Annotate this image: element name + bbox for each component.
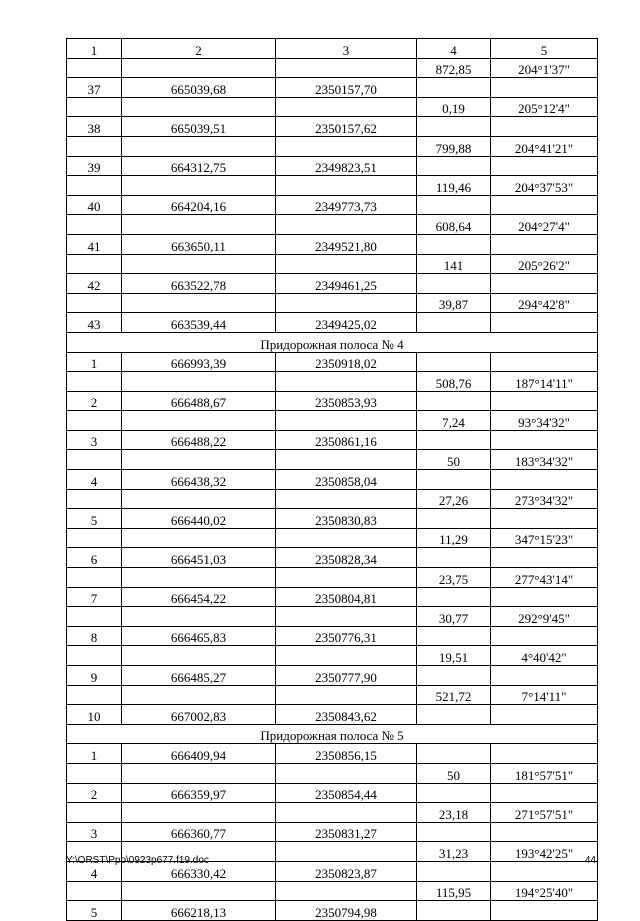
point-row xyxy=(67,548,598,568)
point-row xyxy=(67,470,598,490)
point-number: 40 xyxy=(67,195,122,215)
empty-cell xyxy=(67,136,122,156)
coord-y: 2350157,62 xyxy=(276,117,417,137)
empty-cell xyxy=(122,803,276,823)
empty-cell xyxy=(122,372,276,392)
empty-cell xyxy=(276,450,417,470)
empty-cell xyxy=(417,861,491,881)
point-number: 6 xyxy=(67,548,122,568)
empty-cell xyxy=(122,607,276,627)
point-row xyxy=(67,587,598,607)
empty-cell xyxy=(276,646,417,666)
empty-cell xyxy=(276,215,417,235)
segment-row xyxy=(67,293,598,313)
coord-x: 666409,94 xyxy=(122,744,276,764)
direction-angle: 194°25'40" xyxy=(491,881,598,901)
empty-cell xyxy=(276,842,417,862)
empty-cell xyxy=(67,450,122,470)
header-cell: 5 xyxy=(491,39,598,59)
direction-angle: 204°1'37" xyxy=(491,58,598,78)
empty-cell xyxy=(417,156,491,176)
segment-length: 11,29 xyxy=(417,528,491,548)
coord-x: 666360,77 xyxy=(122,822,276,842)
empty-cell xyxy=(417,352,491,372)
empty-cell xyxy=(491,861,598,881)
segment-length: 30,77 xyxy=(417,607,491,627)
empty-cell xyxy=(276,411,417,431)
segment-length: 39,87 xyxy=(417,293,491,313)
point-number: 7 xyxy=(67,587,122,607)
point-row xyxy=(67,313,598,333)
coord-y: 2350794,98 xyxy=(276,901,417,921)
empty-cell xyxy=(491,509,598,529)
coord-x: 666485,27 xyxy=(122,666,276,686)
point-row xyxy=(67,234,598,254)
empty-cell xyxy=(276,254,417,274)
coord-y: 2349521,80 xyxy=(276,234,417,254)
coord-y: 2350843,62 xyxy=(276,705,417,725)
empty-cell xyxy=(417,548,491,568)
coord-y: 2350854,44 xyxy=(276,783,417,803)
point-number: 1 xyxy=(67,744,122,764)
direction-angle: 294°42'8" xyxy=(491,293,598,313)
empty-cell xyxy=(122,763,276,783)
point-row xyxy=(67,626,598,646)
point-number: 5 xyxy=(67,509,122,529)
direction-angle: 204°37'53" xyxy=(491,176,598,196)
point-number: 37 xyxy=(67,78,122,98)
coord-y: 2350830,83 xyxy=(276,509,417,529)
segment-row xyxy=(67,528,598,548)
empty-cell xyxy=(276,763,417,783)
coord-x: 665039,51 xyxy=(122,117,276,137)
empty-cell xyxy=(417,234,491,254)
coord-x: 666993,39 xyxy=(122,352,276,372)
point-number: 2 xyxy=(67,391,122,411)
coord-y: 2349773,73 xyxy=(276,195,417,215)
coordinates-table xyxy=(66,38,598,921)
point-number: 5 xyxy=(67,901,122,921)
empty-cell xyxy=(491,156,598,176)
segment-length: 521,72 xyxy=(417,685,491,705)
header-row xyxy=(67,39,598,59)
table-body xyxy=(67,58,598,920)
direction-angle: 292°9'45" xyxy=(491,607,598,627)
empty-cell xyxy=(67,411,122,431)
empty-cell xyxy=(417,822,491,842)
header-cell: 4 xyxy=(417,39,491,59)
point-row xyxy=(67,156,598,176)
empty-cell xyxy=(417,705,491,725)
empty-cell xyxy=(276,568,417,588)
empty-cell xyxy=(417,666,491,686)
empty-cell xyxy=(276,803,417,823)
segment-length: 872,85 xyxy=(417,58,491,78)
empty-cell xyxy=(67,685,122,705)
empty-cell xyxy=(491,234,598,254)
point-row xyxy=(67,352,598,372)
empty-cell xyxy=(67,254,122,274)
point-number: 41 xyxy=(67,234,122,254)
empty-cell xyxy=(122,568,276,588)
coord-x: 663650,11 xyxy=(122,234,276,254)
empty-cell xyxy=(417,195,491,215)
empty-cell xyxy=(491,587,598,607)
empty-cell xyxy=(417,470,491,490)
point-number: 39 xyxy=(67,156,122,176)
empty-cell xyxy=(491,313,598,333)
section-title: Придорожная полоса № 4 xyxy=(67,332,598,352)
point-number: 10 xyxy=(67,705,122,725)
segment-length: 7,24 xyxy=(417,411,491,431)
point-row xyxy=(67,744,598,764)
coord-x: 666330,42 xyxy=(122,861,276,881)
empty-cell xyxy=(491,78,598,98)
point-row xyxy=(67,783,598,803)
empty-cell xyxy=(491,391,598,411)
segment-length: 23,75 xyxy=(417,568,491,588)
point-number: 8 xyxy=(67,626,122,646)
header-cell: 2 xyxy=(122,39,276,59)
segment-length: 115,95 xyxy=(417,881,491,901)
coord-x: 666438,32 xyxy=(122,470,276,490)
empty-cell xyxy=(67,58,122,78)
section-row xyxy=(67,724,598,744)
empty-cell xyxy=(276,58,417,78)
coord-y: 2350828,34 xyxy=(276,548,417,568)
coord-x: 666488,22 xyxy=(122,430,276,450)
segment-row xyxy=(67,881,598,901)
segment-row xyxy=(67,254,598,274)
empty-cell xyxy=(122,685,276,705)
empty-cell xyxy=(491,470,598,490)
empty-cell xyxy=(491,783,598,803)
point-number: 3 xyxy=(67,430,122,450)
segment-length: 0,19 xyxy=(417,97,491,117)
point-row xyxy=(67,78,598,98)
empty-cell xyxy=(417,78,491,98)
segment-row xyxy=(67,489,598,509)
direction-angle: 204°27'4" xyxy=(491,215,598,235)
coord-x: 666440,02 xyxy=(122,509,276,529)
point-row xyxy=(67,822,598,842)
coord-x: 666454,22 xyxy=(122,587,276,607)
empty-cell xyxy=(67,489,122,509)
empty-cell xyxy=(417,626,491,646)
empty-cell xyxy=(122,489,276,509)
segment-length: 141 xyxy=(417,254,491,274)
coord-y: 2350831,27 xyxy=(276,822,417,842)
coord-x: 666218,13 xyxy=(122,901,276,921)
empty-cell xyxy=(417,430,491,450)
point-row xyxy=(67,391,598,411)
segment-row xyxy=(67,763,598,783)
coord-x: 663522,78 xyxy=(122,274,276,294)
segment-length: 27,26 xyxy=(417,489,491,509)
point-row xyxy=(67,509,598,529)
segment-length: 50 xyxy=(417,450,491,470)
empty-cell xyxy=(122,450,276,470)
direction-angle: 347°15'23" xyxy=(491,528,598,548)
empty-cell xyxy=(491,705,598,725)
empty-cell xyxy=(67,763,122,783)
empty-cell xyxy=(491,666,598,686)
coord-x: 666465,83 xyxy=(122,626,276,646)
empty-cell xyxy=(417,509,491,529)
empty-cell xyxy=(122,411,276,431)
segment-row xyxy=(67,803,598,823)
empty-cell xyxy=(122,881,276,901)
segment-row xyxy=(67,646,598,666)
segment-length: 608,64 xyxy=(417,215,491,235)
point-row xyxy=(67,901,598,921)
empty-cell xyxy=(67,803,122,823)
segment-length: 23,18 xyxy=(417,803,491,823)
point-row xyxy=(67,195,598,215)
coord-y: 2350804,81 xyxy=(276,587,417,607)
point-number: 1 xyxy=(67,352,122,372)
empty-cell xyxy=(417,391,491,411)
coord-y: 2350777,90 xyxy=(276,666,417,686)
coord-y: 2350853,93 xyxy=(276,391,417,411)
empty-cell xyxy=(122,528,276,548)
coord-x: 664204,16 xyxy=(122,195,276,215)
segment-length: 31,23 xyxy=(417,842,491,862)
direction-angle: 204°41'21" xyxy=(491,136,598,156)
segment-row xyxy=(67,215,598,235)
empty-cell xyxy=(276,176,417,196)
coord-x: 663539,44 xyxy=(122,313,276,333)
empty-cell xyxy=(67,646,122,666)
direction-angle: 187°14'11" xyxy=(491,372,598,392)
empty-cell xyxy=(122,646,276,666)
coord-x: 665039,68 xyxy=(122,78,276,98)
empty-cell xyxy=(491,626,598,646)
empty-cell xyxy=(276,136,417,156)
point-row xyxy=(67,117,598,137)
direction-angle: 277°43'14" xyxy=(491,568,598,588)
empty-cell xyxy=(417,744,491,764)
empty-cell xyxy=(276,685,417,705)
point-number: 42 xyxy=(67,274,122,294)
empty-cell xyxy=(67,881,122,901)
empty-cell xyxy=(417,783,491,803)
coord-y: 2350861,16 xyxy=(276,430,417,450)
segment-row xyxy=(67,685,598,705)
coord-x: 666451,03 xyxy=(122,548,276,568)
empty-cell xyxy=(67,372,122,392)
coord-x: 664312,75 xyxy=(122,156,276,176)
point-row xyxy=(67,430,598,450)
segment-length: 50 xyxy=(417,763,491,783)
section-row xyxy=(67,332,598,352)
coord-x: 667002,83 xyxy=(122,705,276,725)
empty-cell xyxy=(491,901,598,921)
point-number: 3 xyxy=(67,822,122,842)
empty-cell xyxy=(122,97,276,117)
empty-cell xyxy=(417,117,491,137)
empty-cell xyxy=(276,293,417,313)
empty-cell xyxy=(491,352,598,372)
empty-cell xyxy=(122,136,276,156)
coord-y: 2350856,15 xyxy=(276,744,417,764)
direction-angle: 181°57'51" xyxy=(491,763,598,783)
direction-angle: 7°14'11" xyxy=(491,685,598,705)
empty-cell xyxy=(67,568,122,588)
empty-cell xyxy=(491,430,598,450)
point-number: 4 xyxy=(67,470,122,490)
empty-cell xyxy=(491,274,598,294)
section-title: Придорожная полоса № 5 xyxy=(67,724,598,744)
empty-cell xyxy=(491,744,598,764)
coord-y: 2350776,31 xyxy=(276,626,417,646)
segment-row xyxy=(67,58,598,78)
empty-cell xyxy=(67,215,122,235)
empty-cell xyxy=(276,881,417,901)
empty-cell xyxy=(417,587,491,607)
empty-cell xyxy=(491,548,598,568)
segment-row xyxy=(67,607,598,627)
empty-cell xyxy=(276,489,417,509)
point-number: 38 xyxy=(67,117,122,137)
coord-y: 2350918,02 xyxy=(276,352,417,372)
direction-angle: 273°34'32" xyxy=(491,489,598,509)
empty-cell xyxy=(276,372,417,392)
empty-cell xyxy=(417,901,491,921)
empty-cell xyxy=(67,293,122,313)
coord-y: 2350858,04 xyxy=(276,470,417,490)
direction-angle: 205°26'2" xyxy=(491,254,598,274)
empty-cell xyxy=(491,117,598,137)
empty-cell xyxy=(491,195,598,215)
footer-file-path: Y:\ORST\Ppo\0923p677.f19.doc xyxy=(66,855,209,866)
empty-cell xyxy=(122,215,276,235)
coord-y: 2349823,51 xyxy=(276,156,417,176)
segment-row xyxy=(67,136,598,156)
segment-length: 19,51 xyxy=(417,646,491,666)
empty-cell xyxy=(276,607,417,627)
header-cell: 3 xyxy=(276,39,417,59)
point-number: 2 xyxy=(67,783,122,803)
point-row xyxy=(67,705,598,725)
segment-row xyxy=(67,97,598,117)
coord-y: 2350157,70 xyxy=(276,78,417,98)
coord-x: 666488,67 xyxy=(122,391,276,411)
point-number: 4 xyxy=(67,861,122,881)
segment-row xyxy=(67,568,598,588)
point-row xyxy=(67,666,598,686)
empty-cell xyxy=(417,313,491,333)
direction-angle: 193°42'25" xyxy=(491,842,598,862)
point-number: 43 xyxy=(67,313,122,333)
coord-x: 666359,97 xyxy=(122,783,276,803)
empty-cell xyxy=(122,176,276,196)
segment-length: 119,46 xyxy=(417,176,491,196)
segment-row xyxy=(67,450,598,470)
point-row xyxy=(67,274,598,294)
empty-cell xyxy=(122,254,276,274)
segment-length: 508,76 xyxy=(417,372,491,392)
empty-cell xyxy=(491,822,598,842)
empty-cell xyxy=(122,58,276,78)
empty-cell xyxy=(67,607,122,627)
segment-row xyxy=(67,411,598,431)
empty-cell xyxy=(122,293,276,313)
empty-cell xyxy=(417,274,491,294)
direction-angle: 271°57'51" xyxy=(491,803,598,823)
direction-angle: 4°40'42" xyxy=(491,646,598,666)
empty-cell xyxy=(67,528,122,548)
coord-y: 2349425,02 xyxy=(276,313,417,333)
segment-length: 799,88 xyxy=(417,136,491,156)
page-number: 44 xyxy=(584,855,596,866)
header-cell: 1 xyxy=(67,39,122,59)
empty-cell xyxy=(67,97,122,117)
empty-cell xyxy=(67,176,122,196)
direction-angle: 183°34'32" xyxy=(491,450,598,470)
direction-angle: 205°12'4" xyxy=(491,97,598,117)
segment-row xyxy=(67,372,598,392)
segment-row xyxy=(67,176,598,196)
point-number: 9 xyxy=(67,666,122,686)
empty-cell xyxy=(276,97,417,117)
coord-y: 2350823,87 xyxy=(276,861,417,881)
coord-y: 2349461,25 xyxy=(276,274,417,294)
direction-angle: 93°34'32" xyxy=(491,411,598,431)
empty-cell xyxy=(276,528,417,548)
